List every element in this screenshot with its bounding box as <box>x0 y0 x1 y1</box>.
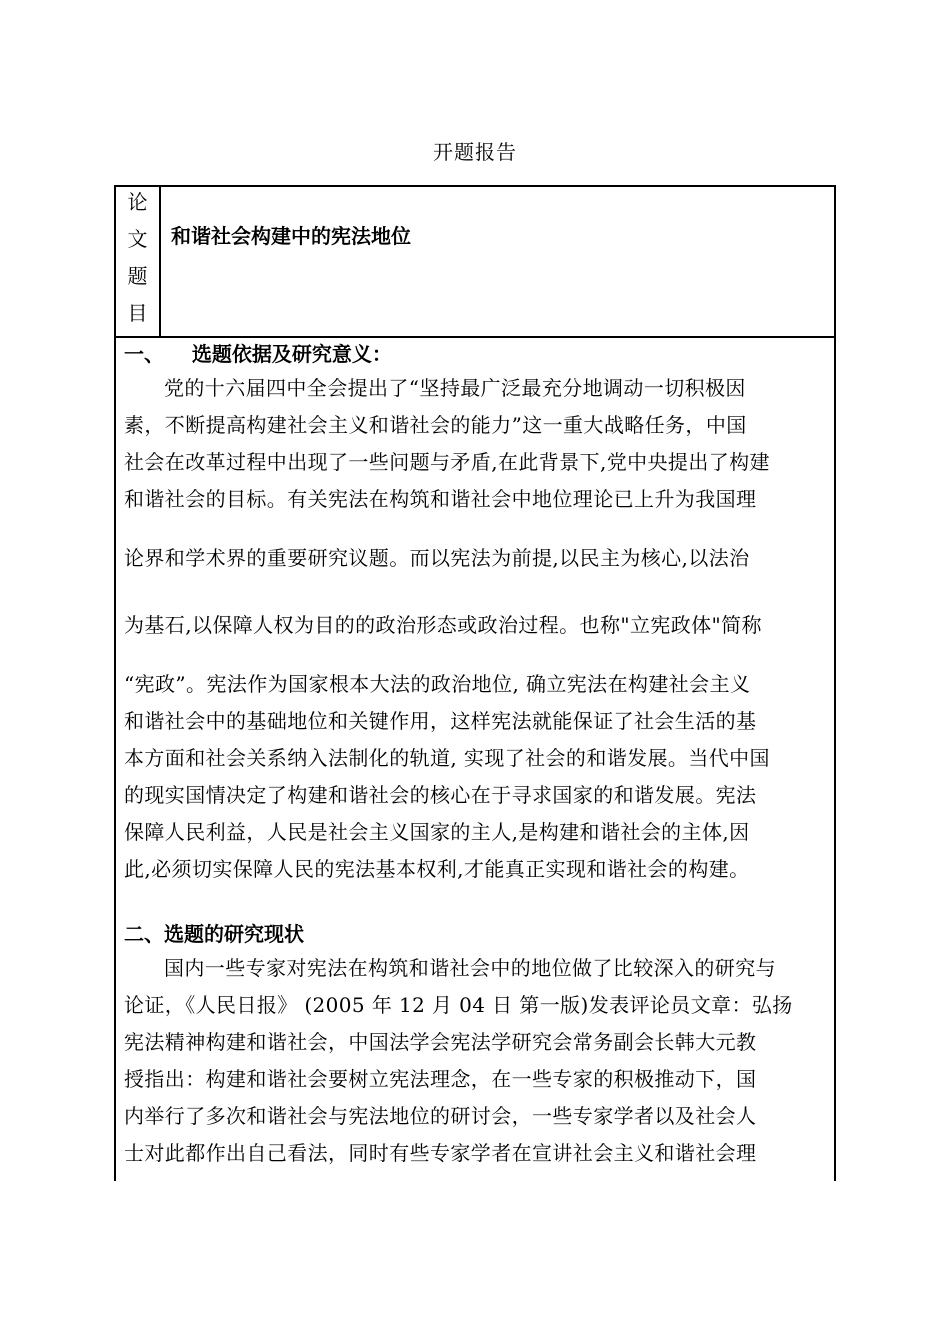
section2-line: 论证，《人民日报》 (2005 年 12 月 04 日 第一版)发表评论员文章：弘扬 <box>124 993 793 1017</box>
section2-line: 授指出：构建和谐社会要树立宪法理念，在一些专家的积极推动下，国 <box>124 1067 757 1091</box>
section1-line: 素，不断提高构建社会主义和谐社会的能力”这一重大战略任务，中国 <box>124 413 747 437</box>
section1-line: 为基石,以保障人权为目的的政治形态或政治过程。也称"立宪政体"简称 <box>124 613 762 637</box>
section2-heading: 二、选题的研究现状 <box>124 922 304 946</box>
section2-line: 宪法精神构建和谐社会，中国法学会宪法学研究会常务副会长韩大元教 <box>124 1030 757 1054</box>
section1-line: 社会在改革过程中出现了一些问题与矛盾,在此背景下,党中央提出了构建 <box>124 450 770 474</box>
report-body <box>116 338 834 1172</box>
section1-line: 保障人民利益，人民是社会主义国家的主人,是构建和谐社会的主体,因 <box>124 820 750 844</box>
thesis-title-text: 和谐社会构建中的宪法地位 <box>171 224 411 248</box>
section1-line: 的现实国情决定了构建和谐社会的核心在于寻求国家的和谐发展。宪法 <box>124 783 757 807</box>
section1-line: 本方面和社会关系纳入法制化的轨道, 实现了社会的和谐发展。当代中国 <box>124 746 770 770</box>
thesis-title-label <box>116 187 161 338</box>
section1-line: 和谐社会中的基础地位和关键作用，这样宪法就能保证了社会生活的基 <box>124 709 757 733</box>
label-char: 题 <box>127 264 148 288</box>
label-char: 目 <box>127 301 148 325</box>
label-char: 文 <box>127 227 148 251</box>
section1-line: 和谐社会的目标。有关宪法在构筑和谐社会中地位理论已上升为我国理 <box>124 487 757 511</box>
section1-heading: 一、 选题依据及研究意义： <box>124 342 392 366</box>
thesis-title-row <box>116 187 834 338</box>
section1-line: “宪政”。宪法作为国家根本大法的政治地位, 确立宪法在构建社会主义 <box>124 672 751 696</box>
section1-line: 党的十六届四中全会提出了“坚持最广泛最充分地调动一切积极因 <box>164 376 746 400</box>
label-char: 论 <box>127 190 148 214</box>
document-title: 开题报告 <box>433 140 517 164</box>
section2-line: 国内一些专家对宪法在构筑和谐社会中的地位做了比较深入的研究与 <box>164 956 776 980</box>
section2-line: 士对此都作出自己看法，同时有些专家学者在宣讲社会主义和谐社会理 <box>124 1141 757 1165</box>
section2-line: 内举行了多次和谐社会与宪法地位的研讨会，一些专家学者以及社会人 <box>124 1104 757 1128</box>
report-table <box>114 185 836 1181</box>
section1-line: 此,必须切实保障人民的宪法基本权利,才能真正实现和谐社会的构建。 <box>124 857 750 881</box>
section1-line: 论界和学术界的重要研究议题。而以宪法为前提,以民主为核心,以法治 <box>124 546 750 570</box>
